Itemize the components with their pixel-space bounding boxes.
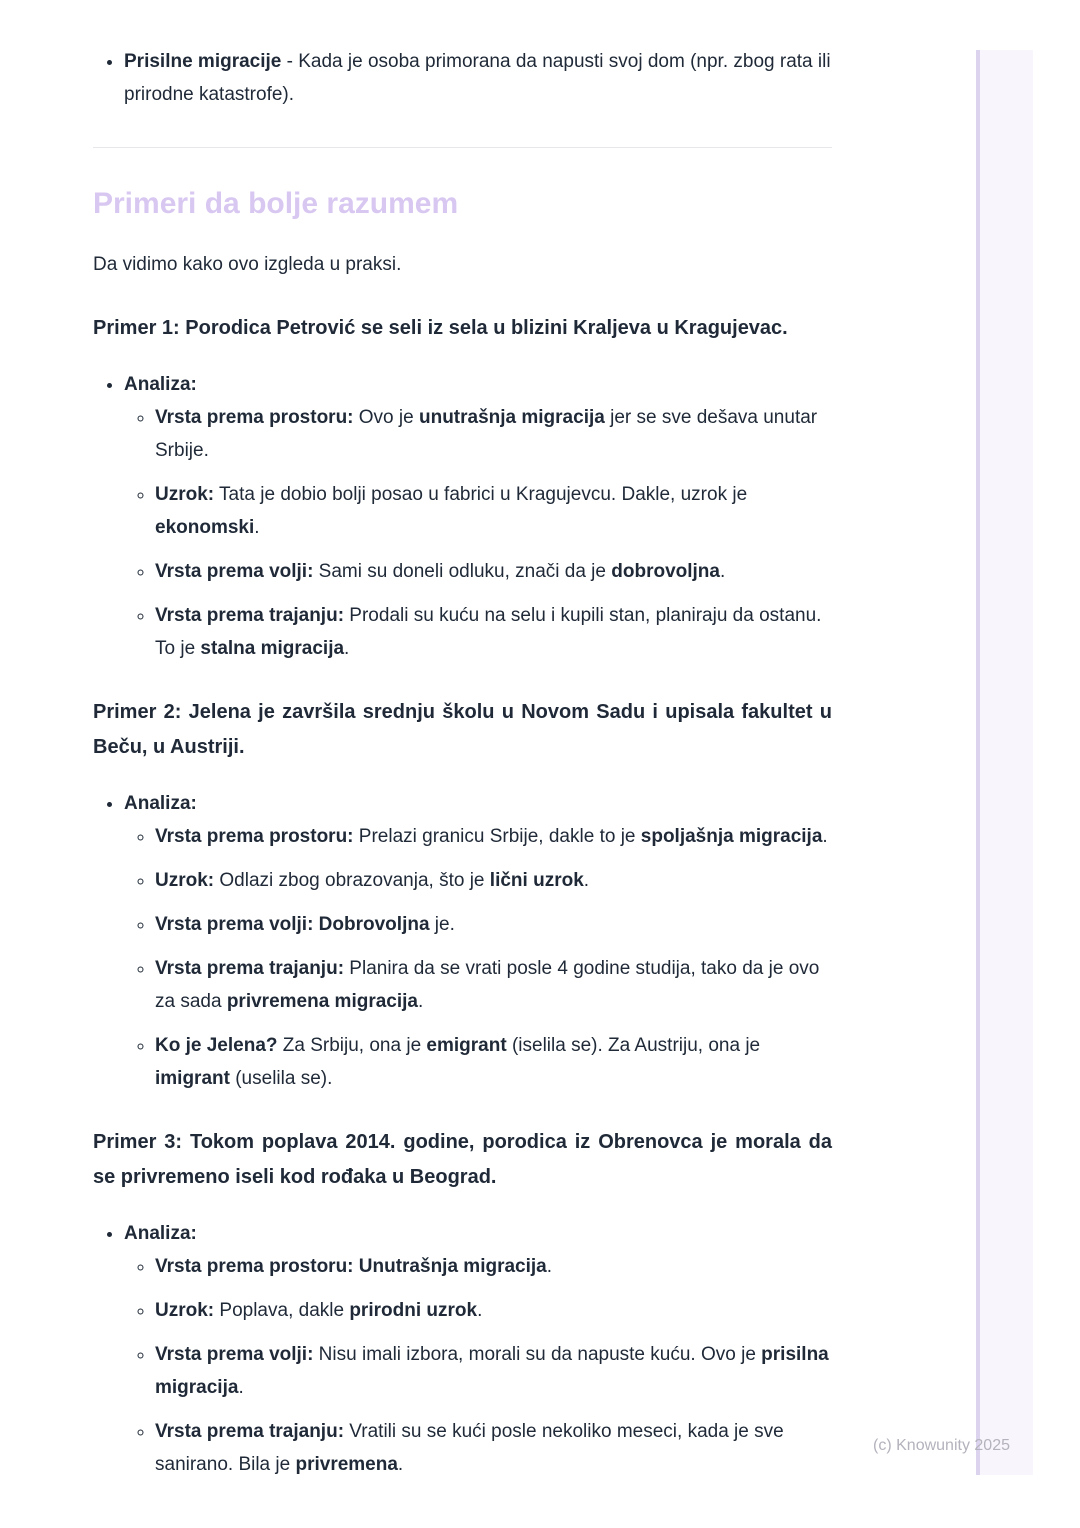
analysis-point: ◦ Vrsta prema prostoru: Prelazi granicu Srbije, dakle to je spoljašnja migracija.	[155, 820, 832, 853]
analysis-point: ◦ Vrsta prema volji: Sami su doneli odluku, znači da je dobrovoljna.	[155, 555, 832, 588]
analysis-point: ◦ Ko je Jelena? Za Srbiju, ona je emigrant (iselila se). Za Austriju, ona je imigrant (uselila se).	[155, 1029, 832, 1095]
example-1	[93, 311, 832, 665]
analysis-point: ◦ Vrsta prema trajanju: Planira da se vrati posle 4 godine studija, tako da je ovo za sada privremena migracija.	[155, 952, 832, 1018]
example-2-points	[124, 820, 832, 1095]
definition-list	[93, 45, 832, 111]
analysis-point: ◦ Vrsta prema trajanju: Prodali su kuću na selu i kupili stan, planiraju da ostanu. To je stalna migracija.	[155, 599, 832, 665]
analysis-point: ◦ Vrsta prema prostoru: Ovo je unutrašnja migracija jer se sve dešava unutar Srbije.	[155, 401, 832, 467]
analysis-item	[124, 1217, 832, 1481]
example-2-title: Primer 2: Jelena je završila srednju školu u Novom Sadu i upisala fakultet u Beču, u Austriji.	[93, 701, 832, 758]
analysis-point: ◦ Vrsta prema volji: Dobrovoljna je.	[155, 908, 832, 941]
example-1-analysis-list	[93, 368, 832, 665]
definition-item-prisilne-migracije: • Prisilne migracije - Kada je osoba primorana da napusti svoj dom (npr. zbog rata ili prirodne katastrofe).	[124, 45, 832, 111]
scrollbar-track[interactable]	[976, 50, 1033, 1475]
analysis-label: Analiza:	[124, 793, 197, 814]
analysis-point: ◦ Uzrok: Poplava, dakle prirodni uzrok.	[155, 1294, 832, 1327]
example-2	[93, 695, 832, 1095]
example-2-analysis-list	[93, 787, 832, 1095]
analysis-point: ◦ Vrsta prema trajanju: Vratili su se kući posle nekoliko meseci, kada je sve sanirano. Bila je privremena.	[155, 1415, 832, 1481]
analysis-point: ◦ Vrsta prema volji: Nisu imali izbora, morali su da napuste kuću. Ovo je prisilna migracija.	[155, 1338, 832, 1404]
example-3-analysis-list	[93, 1217, 832, 1481]
analysis-point: ◦ Vrsta prema prostoru: Unutrašnja migracija.	[155, 1250, 832, 1283]
analysis-item	[124, 787, 832, 1095]
analysis-point: ◦ Uzrok: Tata je dobio bolji posao u fabrici u Kragujevcu. Dakle, uzrok je ekonomski.	[155, 478, 832, 544]
example-1-title: Primer 1: Porodica Petrović se seli iz sela u blizini Kraljeva u Kragujevac.	[93, 317, 788, 339]
copyright-notice: (c) Knowunity 2025	[873, 1437, 1010, 1454]
analysis-item	[124, 368, 832, 665]
lead-paragraph: Da vidimo kako ovo izgleda u praksi.	[93, 254, 402, 275]
example-3-points	[124, 1250, 832, 1481]
example-1-points	[124, 401, 832, 665]
analysis-label: Analiza:	[124, 1223, 197, 1244]
example-3	[93, 1125, 832, 1481]
analysis-point: ◦ Uzrok: Odlazi zbog obrazovanja, što je lični uzrok.	[155, 864, 832, 897]
analysis-label: Analiza:	[124, 374, 197, 395]
example-3-title: Primer 3: Tokom poplava 2014. godine, porodica iz Obrenovca je morala da se privremeno iseli kod rođaka u Beograd.	[93, 1131, 832, 1188]
page-title: Primeri da bolje razumem	[93, 187, 459, 220]
document-page	[93, 45, 832, 1481]
section-divider	[93, 147, 832, 148]
